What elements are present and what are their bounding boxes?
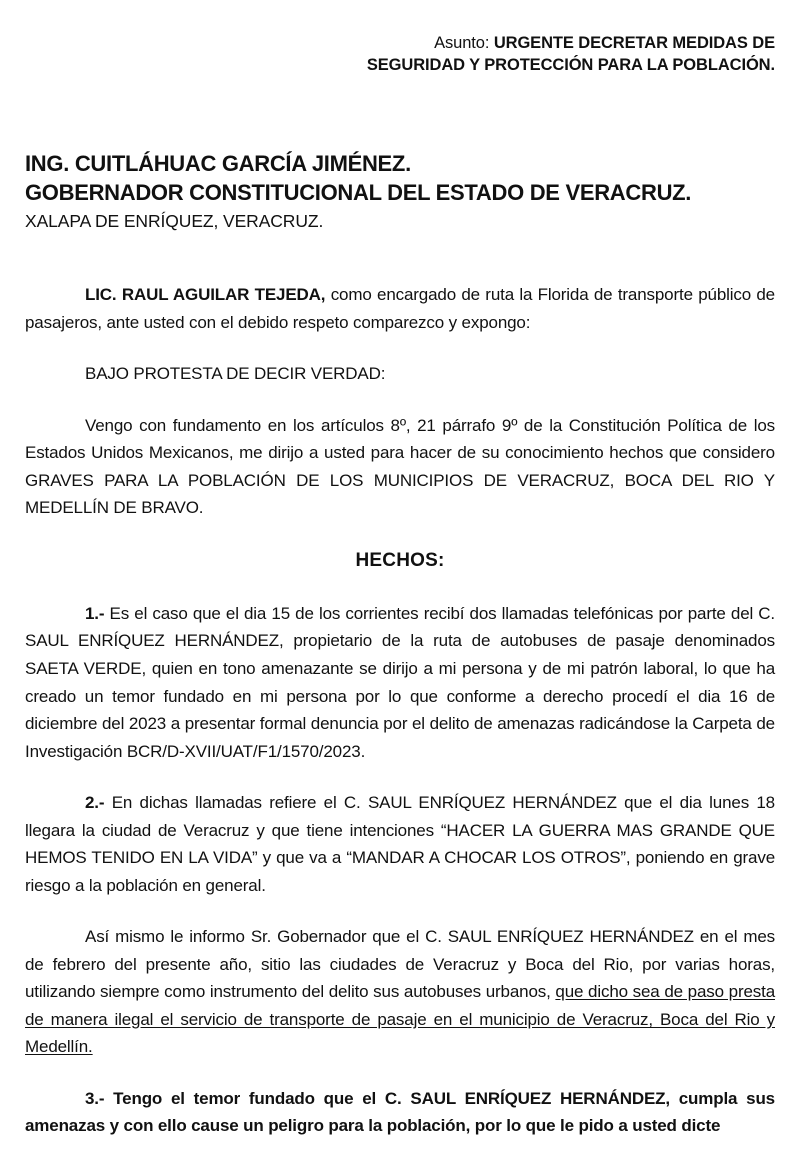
signer-name: LIC. RAUL AGUILAR TEJEDA, — [85, 285, 326, 305]
fact-3-text: Tengo el temor fundado que el C. SAUL ENRÍQUEZ HERNÁNDEZ, cumpla sus amenazas y con ello cause un peligro para la población, por lo que le pido a usted dicte — [25, 1088, 775, 1136]
subject-block — [25, 33, 775, 77]
intro-paragraph — [25, 281, 775, 336]
fact-paragraph-asimismo — [25, 923, 775, 1061]
addressee-block — [25, 149, 775, 234]
subject-label: Asunto: — [434, 34, 490, 52]
oath-paragraph: BAJO PROTESTA DE DECIR VERDAD: — [85, 364, 386, 384]
fact-1-text: Es el caso que el dia 15 de los corrientes recibí dos llamadas telefónicas por parte del C. SAUL ENRÍQUEZ HERNÁNDEZ, propietario de la ruta de autobuses de pasaje denominados SAETA VERDE, quien en tono amenazante se dirijo a mi persona y de mi patrón laboral, lo que ha creado un temor fundado en mi persona por lo que conforme a derecho procedí el dia 16 de diciembre del 2023 a presentar formal denuncia por el delito de amenazas radicándose la Carpeta de Investigación BCR/D-XVII/UAT/F1/1570/2023. — [25, 603, 775, 761]
subject-line-1 — [25, 33, 775, 55]
subject-line-2 — [25, 55, 775, 77]
asimismo-underlined-text: que dicho sea de paso presta de manera ilegal el servicio de transporte de pasaje en el municipio de Veracruz, Boca del Rio y Medellín. — [25, 982, 775, 1057]
fact-2-text: En dichas llamadas refiere el C. SAUL ENRÍQUEZ HERNÁNDEZ que el dia lunes 18 llegara la ciudad de Veracruz y que tiene intenciones “HACER LA GUERRA MAS GRANDE QUE HEMOS TENIDO EN LA VIDA” y que va a “MANDAR A CHOCAR LOS OTROS”, poniendo en grave riesgo a la población en general. — [25, 793, 775, 895]
fact-paragraph-2 — [25, 789, 775, 899]
addressee-title: GOBERNADOR CONSTITUCIONAL DEL ESTADO DE VERACRUZ. — [25, 180, 692, 206]
fact-paragraph-1 — [25, 600, 775, 765]
addressee-name: ING. CUITLÁHUAC GARCÍA JIMÉNEZ. — [25, 150, 411, 176]
subject-text-line-2: SEGURIDAD Y PROTECCIÓN PARA LA POBLACIÓN. — [366, 55, 775, 74]
fact-2-number: 2.- — [85, 793, 105, 813]
fact-paragraph-3 — [25, 1085, 775, 1140]
document-body — [25, 281, 775, 1140]
asimismo-plain-text: Así mismo le informo Sr. Gobernador que el C. SAUL ENRÍQUEZ HERNÁNDEZ en el mes de febrero del presente año, sitio las ciudades de Veracruz y Boca del Rio, por varias horas, utilizando siempre como instrumento del delito sus autobuses urbanos, — [25, 927, 775, 1002]
fact-1-number: 1.- — [85, 603, 105, 623]
fact-3-number: 3.- — [85, 1088, 105, 1108]
intro-rest: como encargado de ruta la Florida de transporte público de pasajeros, ante usted con el debido respeto comparezco y expongo: — [25, 285, 775, 332]
foundation-paragraph: Vengo con fundamento en los artículos 8º, 21 párrafo 9º de la Constitución Política de los Estados Unidos Mexicanos, me dirijo a usted para hacer de su conocimiento hechos que considero GRAVES PARA LA POBLACIÓN DE LOS MUNICIPIOS DE VERACRUZ, BOCA DEL RIO Y MEDELLÍN DE BRAVO. — [25, 415, 775, 518]
facts-heading: HECHOS: — [355, 549, 445, 571]
document-page — [0, 33, 800, 1168]
subject-text-line-1: URGENTE DECRETAR MEDIDAS DE — [493, 34, 775, 52]
addressee-city: XALAPA DE ENRÍQUEZ, VERACRUZ. — [25, 210, 324, 231]
